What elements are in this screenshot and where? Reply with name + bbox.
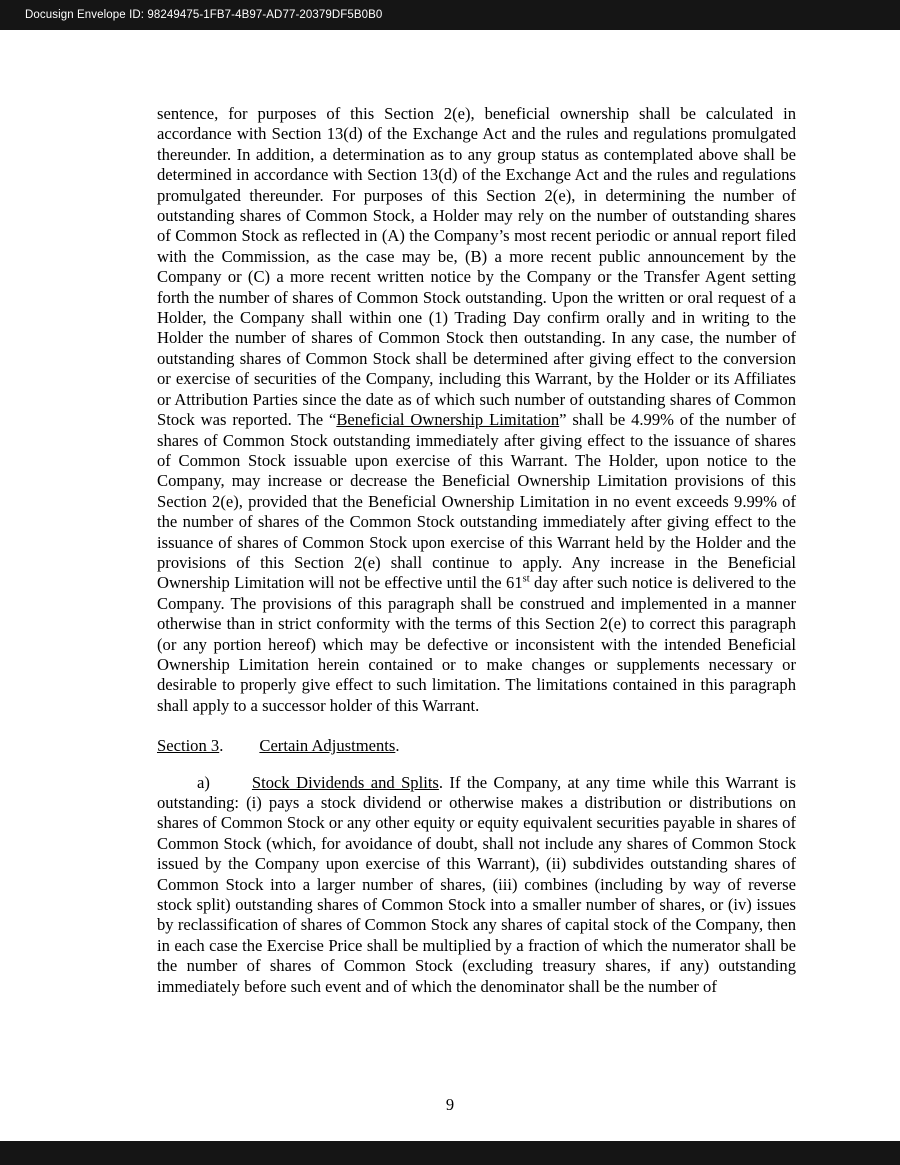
- section-3-heading: [157, 736, 796, 756]
- section-number: Section 3: [157, 736, 220, 756]
- section-title: Certain Adjustments: [259, 736, 396, 756]
- document-page-body: [157, 104, 796, 997]
- section-title-period: .: [395, 736, 400, 756]
- paragraph-text-pre: sentence, for purposes of this Section 2(e), beneficial ownership shall be calculated in accordance with Section 13(d) of the Exchange Act and the rules and regulations promulgated thereunder. In addition, a determination as to any group status as contemplated above shall be determined in accordance with Section 13(d) of the Exchange Act and the rules and regulations promulgated thereunder. For purposes of this Section 2(e), in determining the number of outstanding shares of Common Stock, a Holder may rely on the number of outstanding shares of Common Stock as reflected in (A) the Company’s most recent periodic or annual report filed with the Commission, as the case may be, (B) a more recent public announcement by the Company or (C) a more recent written notice by the Company or the Transfer Agent setting forth the number of shares of Common Stock outstanding. Upon the written or oral request of a Holder, the Company shall within one (1) Trading Day confirm orally and in writing to the Holder the number of shares of Common Stock then outstanding. In any case, the number of outstanding shares of Common Stock shall be determined after giving effect to the conversion or exercise of securities of the Company, including this Warrant, by the Holder or its Affiliates or Attribution Parties since the date as of which such number of outstanding shares of Common Stock was reported. The “: [157, 104, 796, 430]
- footer-bar: [0, 1141, 900, 1165]
- section-number-period: .: [219, 736, 224, 756]
- subsection-a-paragraph: [157, 773, 796, 997]
- subsection-marker: a): [197, 772, 210, 792]
- subsection-heading-stock-dividends: Stock Dividends and Splits: [251, 772, 439, 792]
- docusign-envelope-id: Docusign Envelope ID: 98249475-1FB7-4B97-AD77-20379DF5B0B0: [25, 9, 383, 21]
- ordinal-superscript: st: [522, 573, 530, 585]
- subsection-body-text: . If the Company, at any time while this Warrant is outstanding: (i) pays a stock dividend or otherwise makes a distribution or distributions on shares of Common Stock or any other equity or equity equivalent securities payable in shares of Common Stock (which, for avoidance of doubt, shall not include any shares of Common Stock issued by the Company upon exercise of this Warrant), (ii) subdivides outstanding shares of Common Stock into a larger number of shares, (iii) combines (including by way of reverse stock split) outstanding shares of Common Stock into a smaller number of shares, or (iv) issues by reclassification of shares of Common Stock any shares of capital stock of the Company, then in each case the Exercise Price shall be multiplied by a fraction of which the numerator shall be the number of shares of Common Stock (excluding treasury shares, if any) outstanding immediately before such event and of which the denominator shall be the number of: [157, 772, 796, 996]
- docusign-envelope-bar: [0, 0, 900, 30]
- paragraph-text-mid: ” shall be 4.99% of the number of shares of Common Stock outstanding immediately after giving effect to the issuance of shares of Common Stock issuable upon exercise of this Warrant. The Holder, upon notice to the Company, may increase or decrease the Beneficial Ownership Limitation provisions of this Section 2(e), provided that the Beneficial Ownership Limitation in no event exceeds 9.99% of the number of shares of the Common Stock outstanding immediately after giving effect to the issuance of shares of Common Stock upon exercise of this Warrant held by the Holder and the provisions of this Section 2(e) shall continue to apply. Any increase in the Beneficial Ownership Limitation will not be effective until the 61: [157, 410, 796, 593]
- paragraph-text-post: day after such notice is delivered to the Company. The provisions of this paragraph shall be construed and implemented in a manner otherwise than in strict conformity with the terms of this Section 2(e) to correct this paragraph (or any portion hereof) which may be defective or inconsistent with the intended Beneficial Ownership Limitation herein contained or to make changes or supplements necessary or desirable to properly give effect to such limitation. The limitations contained in this paragraph shall apply to a successor holder of this Warrant.: [157, 573, 797, 715]
- page-number: 9: [445, 1095, 455, 1114]
- defined-term-beneficial-ownership-limitation: Beneficial Ownership Limitation: [336, 410, 560, 430]
- body-paragraph-beneficial-ownership: [157, 104, 796, 716]
